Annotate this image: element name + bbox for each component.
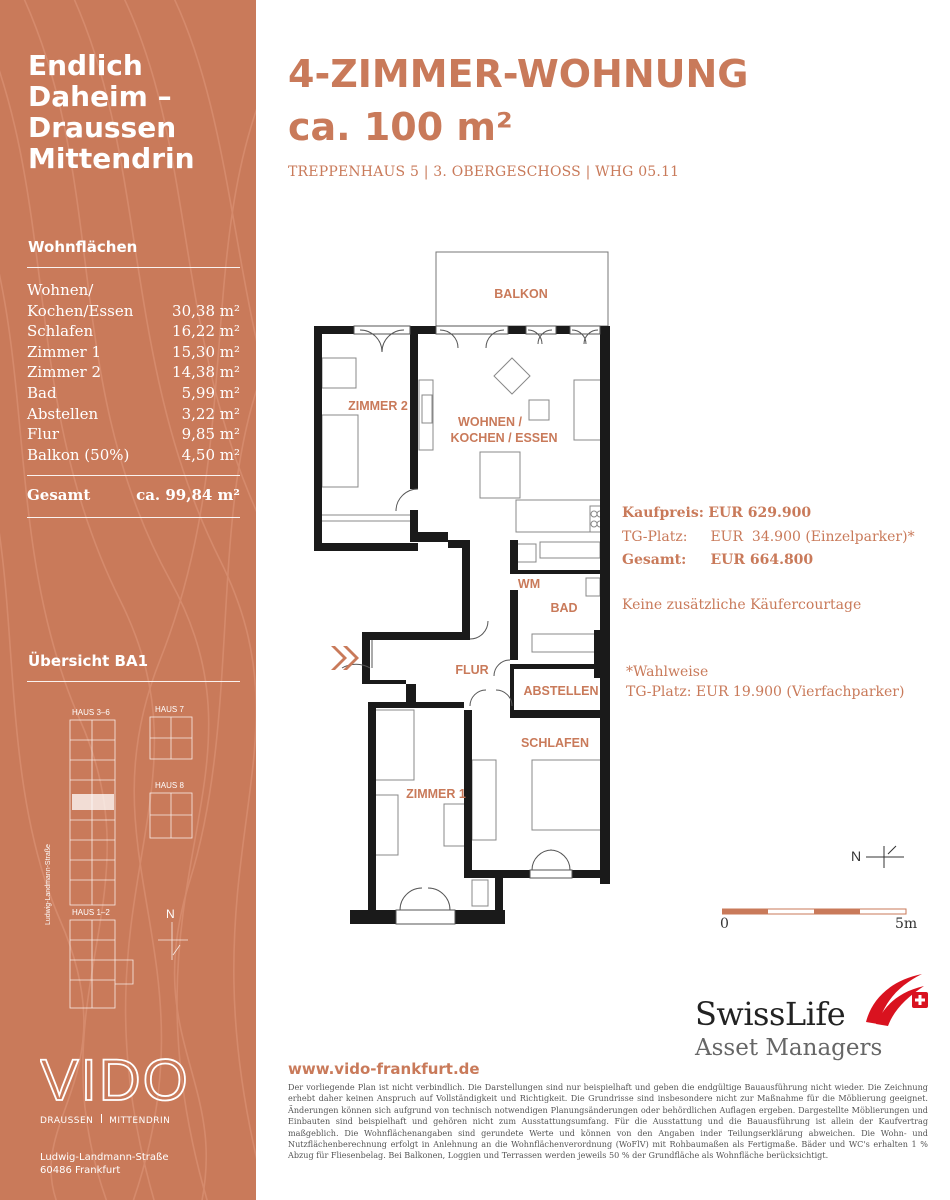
room-label-balkon: BALKON (494, 287, 548, 301)
total-label: Gesamt (27, 486, 91, 504)
scale-bar (722, 907, 912, 917)
room-label-wm: WM (517, 577, 541, 591)
area-label: Bad (27, 383, 57, 402)
page-subtitle: ca. 100 m² (288, 105, 513, 149)
scale-start-label: 0 (720, 916, 729, 932)
kaufpreis-label: Kaufpreis: (622, 505, 704, 521)
tagline-line: Draussen (28, 111, 177, 144)
divider (27, 681, 240, 682)
room-label-zimmer2: ZIMMER 2 (348, 399, 408, 413)
total-value: ca. 99,84 m² (136, 486, 240, 504)
area-row (27, 383, 240, 404)
disclaimer-text: Der vorliegende Plan ist nicht verbindlich. Die Darstellungen sind nur beispielhaft und geben die endgültige Bauausführung nicht wieder. Die Zeichnung erhebt daher keinen Anspruch auf Vollständigkeit und Richtigkeit. Die Grundrisse sind insbesondere nicht zur Maßnahme für die Möblierung geeignet. Änderungen können sich aufgrund von technisch notwendigen Planungsänderungen oder behördlichen Auflagen ergeben. Dargestellte Möblierungen und Einbauten sind beispielhaft und gehören nicht zum Ausstattungsumfang. Für die Ausstattung und die Bauausführung ist allein der Kaufvertrag maßgeblich. Die Wohnflächenangaben sind gerundete Werte und können von den Angaben inder Teilungserklärung abweichen. Die Wohn- und Nutzflächenberechnung erfolgt in Anlehnung an die Wohnflächenverordnung (WoFlV) mit Rohbaumaßen als Fertigmaße. Bäder und WC's erhalten 1 % Abzug für Fliesenbelag. Bei Balkonen, Loggien und Terrassen werden jeweils 50 % der Grundfläche als Wohnfläche berücksichtigt. (288, 1082, 928, 1161)
price-gesamt (622, 552, 813, 568)
area-row (27, 404, 240, 425)
haus-8-label: HAUS 8 (155, 781, 184, 790)
tagline-line: Mittendrin (28, 142, 195, 175)
vido-logo (40, 1050, 230, 1110)
footnote-text: TG-Platz: EUR 19.900 (Vierfachparker) (626, 684, 905, 700)
tg-value: EUR 34.900 (Einzelparker)* (710, 529, 915, 545)
divider (27, 517, 240, 518)
street-label: Ludwig-Landmann-Straße (45, 844, 52, 925)
area-label: Flur (27, 425, 60, 444)
sidebar (0, 0, 256, 1200)
room-label-schlafen: SCHLAFEN (520, 736, 590, 750)
area-label: Zimmer 1 (27, 342, 102, 361)
vido-logo-text: VIDO (40, 1050, 190, 1110)
overview-heading: Übersicht BA1 (28, 652, 148, 670)
unit-location: TREPPENHAUS 5 | 3. OBERGESCHOSS | WHG 05.11 (288, 164, 680, 180)
area-label: Schlafen (27, 322, 94, 341)
area-row (27, 280, 240, 301)
compass-icon (866, 842, 906, 872)
area-label: Kochen/Essen (27, 301, 134, 320)
wave-pattern (0, 0, 256, 1200)
area-row (27, 424, 240, 445)
haus-3-6-label: HAUS 3–6 (72, 708, 110, 717)
area-label: Wohnen/ (27, 281, 94, 299)
area-value: 3,22 m² (181, 404, 240, 423)
areas-heading: Wohnflächen (28, 238, 138, 256)
room-label-bad: BAD (550, 601, 578, 615)
area-value: 5,99 m² (181, 383, 240, 402)
vido-subline (40, 1114, 230, 1126)
area-row (27, 321, 240, 342)
area-value: 4,50 m² (181, 445, 240, 464)
total-row (27, 486, 240, 504)
room-label-abstellen: ABSTELLEN (523, 684, 599, 698)
area-value: 14,38 m² (172, 363, 240, 382)
area-value: 9,85 m² (181, 425, 240, 444)
address-line: Ludwig-Landmann-Straße (40, 1152, 169, 1163)
area-value: 15,30 m² (172, 342, 240, 361)
kaufpreis-value: EUR 629.900 (708, 505, 812, 521)
north-label: N (166, 907, 175, 921)
area-value: 30,38 m² (172, 301, 240, 320)
swisslife-name: SwissLife (695, 995, 846, 1033)
area-value: 16,22 m² (172, 322, 240, 341)
price-tg-platz (622, 529, 915, 545)
room-label-zimmer1: ZIMMER 1 (406, 787, 466, 801)
area-label: Zimmer 2 (27, 363, 102, 382)
area-row (27, 301, 240, 322)
scale-end-label: 5m (895, 916, 918, 932)
compass-north-label: N (851, 848, 862, 864)
room-label-flur: FLUR (455, 663, 489, 677)
divider (101, 1114, 102, 1123)
haus-1-2-label: HAUS 1–2 (72, 908, 110, 917)
building-block (70, 720, 115, 905)
website-link[interactable]: www.vido-frankfurt.de (288, 1060, 480, 1078)
address-line: 60486 Frankfurt (40, 1165, 121, 1176)
footnote-title: *Wahlweise (626, 664, 709, 680)
area-list (27, 280, 240, 465)
building-block (70, 920, 115, 1008)
page-title: 4-ZIMMER-WOHNUNG (288, 52, 749, 96)
divider (27, 267, 240, 268)
tagline (28, 50, 248, 174)
tg-label: TG-Platz: (622, 529, 688, 545)
site-overview-map (0, 700, 256, 1020)
area-label: Abstellen (27, 404, 99, 423)
area-row (27, 362, 240, 383)
area-row (27, 445, 240, 466)
gesamt-value: EUR 664.800 (710, 552, 814, 568)
highlighted-unit (72, 794, 114, 810)
floor-plan (300, 240, 630, 930)
tagline-line: Endlich (28, 49, 143, 82)
tagline-line: Daheim – (28, 80, 172, 113)
area-row (27, 342, 240, 363)
vido-sub-right: MITTENDRIN (109, 1116, 171, 1126)
swisslife-logo-icon (862, 968, 932, 1028)
room-label-wohnen: WOHNEN / (458, 415, 522, 429)
gesamt-label: Gesamt: (622, 552, 687, 568)
area-label: Balkon (50%) (27, 445, 130, 464)
haus-7-label: HAUS 7 (155, 705, 184, 714)
address (40, 1151, 169, 1177)
room-label-kochen-essen: KOCHEN / ESSEN (450, 431, 558, 445)
vido-sub-left: DRAUSSEN (40, 1116, 94, 1126)
divider (27, 475, 240, 476)
swisslife-subtitle: Asset Managers (695, 1035, 883, 1061)
price-kaufpreis (622, 505, 811, 521)
courtage-note: Keine zusätzliche Käufercourtage (622, 597, 862, 613)
